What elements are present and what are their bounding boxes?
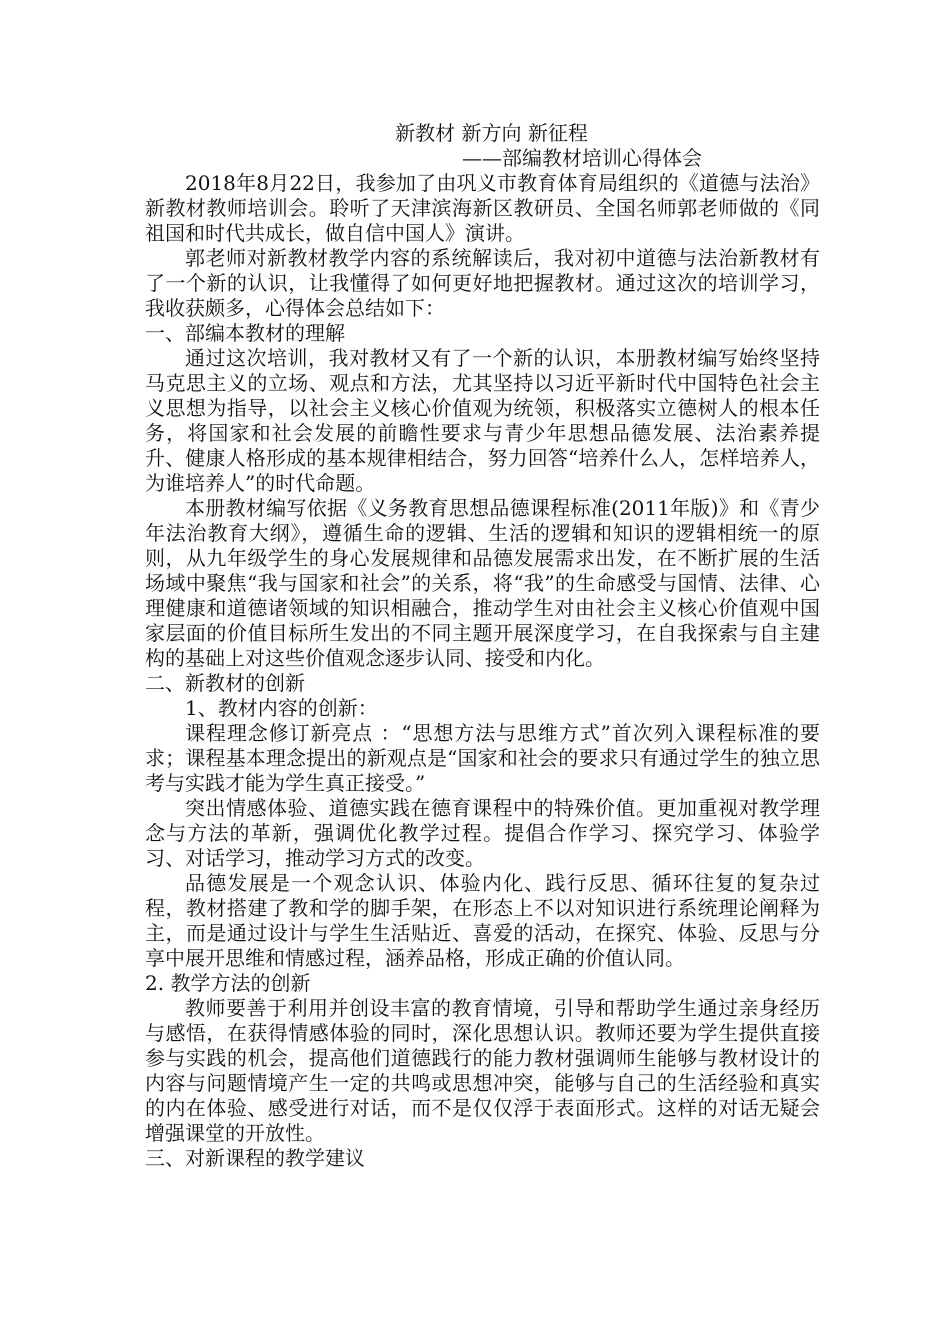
paragraph-teaching-method: 教师要善于利用并创设丰富的教育情境，引导和帮助学生通过亲身经历与感悟，在获得情感体验的同时，深化思想认识。教师还要为学生提供直接参与实践的机会，提高他们道德践行的能力教材强调师生能够与教材设计的内容与问题情境产生一定的共鸣或思想冲突，能够与自己的生活经验和真实的内在体验、感受进行对话，而不是仅仅浮于表面形式。这样的对话无疑会增强课堂的开放性。 [145,996,820,1145]
paragraph-summary: 郭老师对新教材教学内容的系统解读后，我对初中道德与法治新教材有了一个新的认识，让我懂得了如何更好地把握教材。通过这次的培训学习，我收获颇多，心得体会总结如下： [145,246,820,320]
section-heading-3: 三、对新课程的教学建议 [145,1146,365,1170]
section-heading-2: 二、新教材的创新 [145,671,305,695]
document-body [145,121,820,1171]
paragraph-understanding: 通过这次培训，我对教材又有了一个新的认识，本册教材编写始终坚持马克思主义的立场、观点和方法，尤其坚持以习近平新时代中国特色社会主义思想为指导，以社会主义核心价值观为统领，积极落实立德树人的根本任务，将国家和社会发展的前瞻性要求与青少年思想品德发展、法治素养提升、健康人格形成的基本规律相结合，努力回答“培养什么人，怎样培养人，为谁培养人”的时代命题。 [145,346,820,495]
paragraph-moral-development: 品德发展是一个观念认识、体验内化、践行反思、循环往复的复杂过程，教材搭建了教和学的脚手架，在形态上不以对知识进行系统理论阐释为主，而是通过设计与学生生活贴近、喜爱的活动，在探究、体验、反思与分享中展开思维和情感过程，涵养品格，形成正确的价值认同。 [145,871,820,970]
paragraph-basis: 本册教材编写依据《义务教育思想品德课程标准(2011年版)》和《青少年法治教育大纲》，遵循生命的逻辑、生活的逻辑和知识的逻辑相统一的原则，从九年级学生的身心发展规律和品德发展需求出发，在不断扩展的生活场域中聚焦“我与国家和社会”的关系，将“我”的生命感受与国情、法律、心理健康和道德诸领域的知识相融合，推动学生对由社会主义核心价值观中国家层面的价值目标所生发出的不同主题开展深度学习，在自我探索与自主建构的基础上对这些价值观念逐步认同、接受和内化。 [145,496,820,670]
paragraph-curriculum-concept: 课程理念修订新亮点 ：“思想方法与思维方式”首次列入课程标准的要求；课程基本理念提出的新观点是“国家和社会的要求只有通过学生的独立思考与实践才能为学生真正接受。” [145,721,820,795]
section-heading-1: 一、部编本教材的理解 [145,321,345,345]
document-subtitle: ——部编教材培训心得体会 [462,146,702,170]
subsection-heading-content: 1、教材内容的创新： [185,696,378,720]
subsection-heading-method: 2. 教学方法的创新 [145,971,311,995]
paragraph-emotional-experience: 突出情感体验、道德实践在德育课程中的特殊价值。更加重视对教学理念与方法的革新，强调优化教学过程。提倡合作学习、探究学习、体验学习、对话学习，推动学习方式的改变。 [145,796,820,870]
paragraph-intro: 2018年8月22日，我参加了由巩义市教育体育局组织的《道德与法治》新教材教师培训会。聆听了天津滨海新区教研员、全国名师郭老师做的《同祖国和时代共成长，做自信中国人》演讲。 [145,171,820,245]
document-title: 新教材 新方向 新征程 [395,121,588,145]
